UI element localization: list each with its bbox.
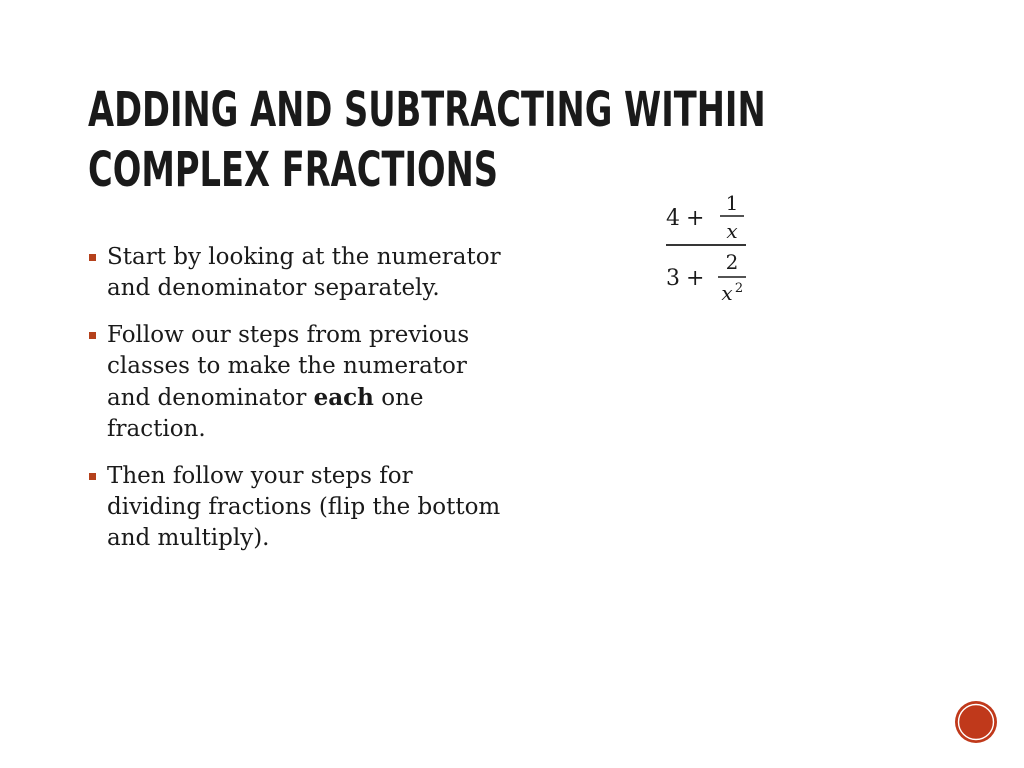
bullet-emphasis: each [313,384,374,411]
title-line-2: COMPLEX FRACTIONS [88,142,499,198]
denominator-whole: 3 [666,266,680,291]
bullet-text: Then follow your steps for dividing fractions (flip the bottom and multiply). [107,463,501,551]
bullet-text-after: one fraction. [107,385,424,442]
numerator-operator: + [686,206,705,231]
bullet-item [88,461,508,554]
bullet-list [88,242,508,570]
slide-badge-icon [954,700,998,744]
slide-title [88,80,766,200]
title-line-1: ADDING AND SUBTRACTING WITHIN [88,82,766,138]
denominator-small-bottom: x [721,281,733,305]
bullet-square-icon [89,254,96,261]
numerator-small-top: 1 [725,191,739,215]
bullet-square-icon [89,332,96,339]
bullet-item [88,242,508,304]
denominator-exponent: 2 [734,281,744,296]
complex-fraction-equation [664,188,748,308]
denominator-small-top: 2 [725,250,739,274]
bullet-square-icon [89,473,96,480]
bullet-text: Start by looking at the numerator and denominator separately. [107,244,501,301]
bullet-item [88,320,508,445]
denominator-operator: + [686,266,705,291]
numerator-small-bottom: x [726,219,738,243]
bullet-text-before: Follow our steps from previous classes to make the numerator and denominator [107,322,470,411]
numerator-whole: 4 [666,206,680,231]
